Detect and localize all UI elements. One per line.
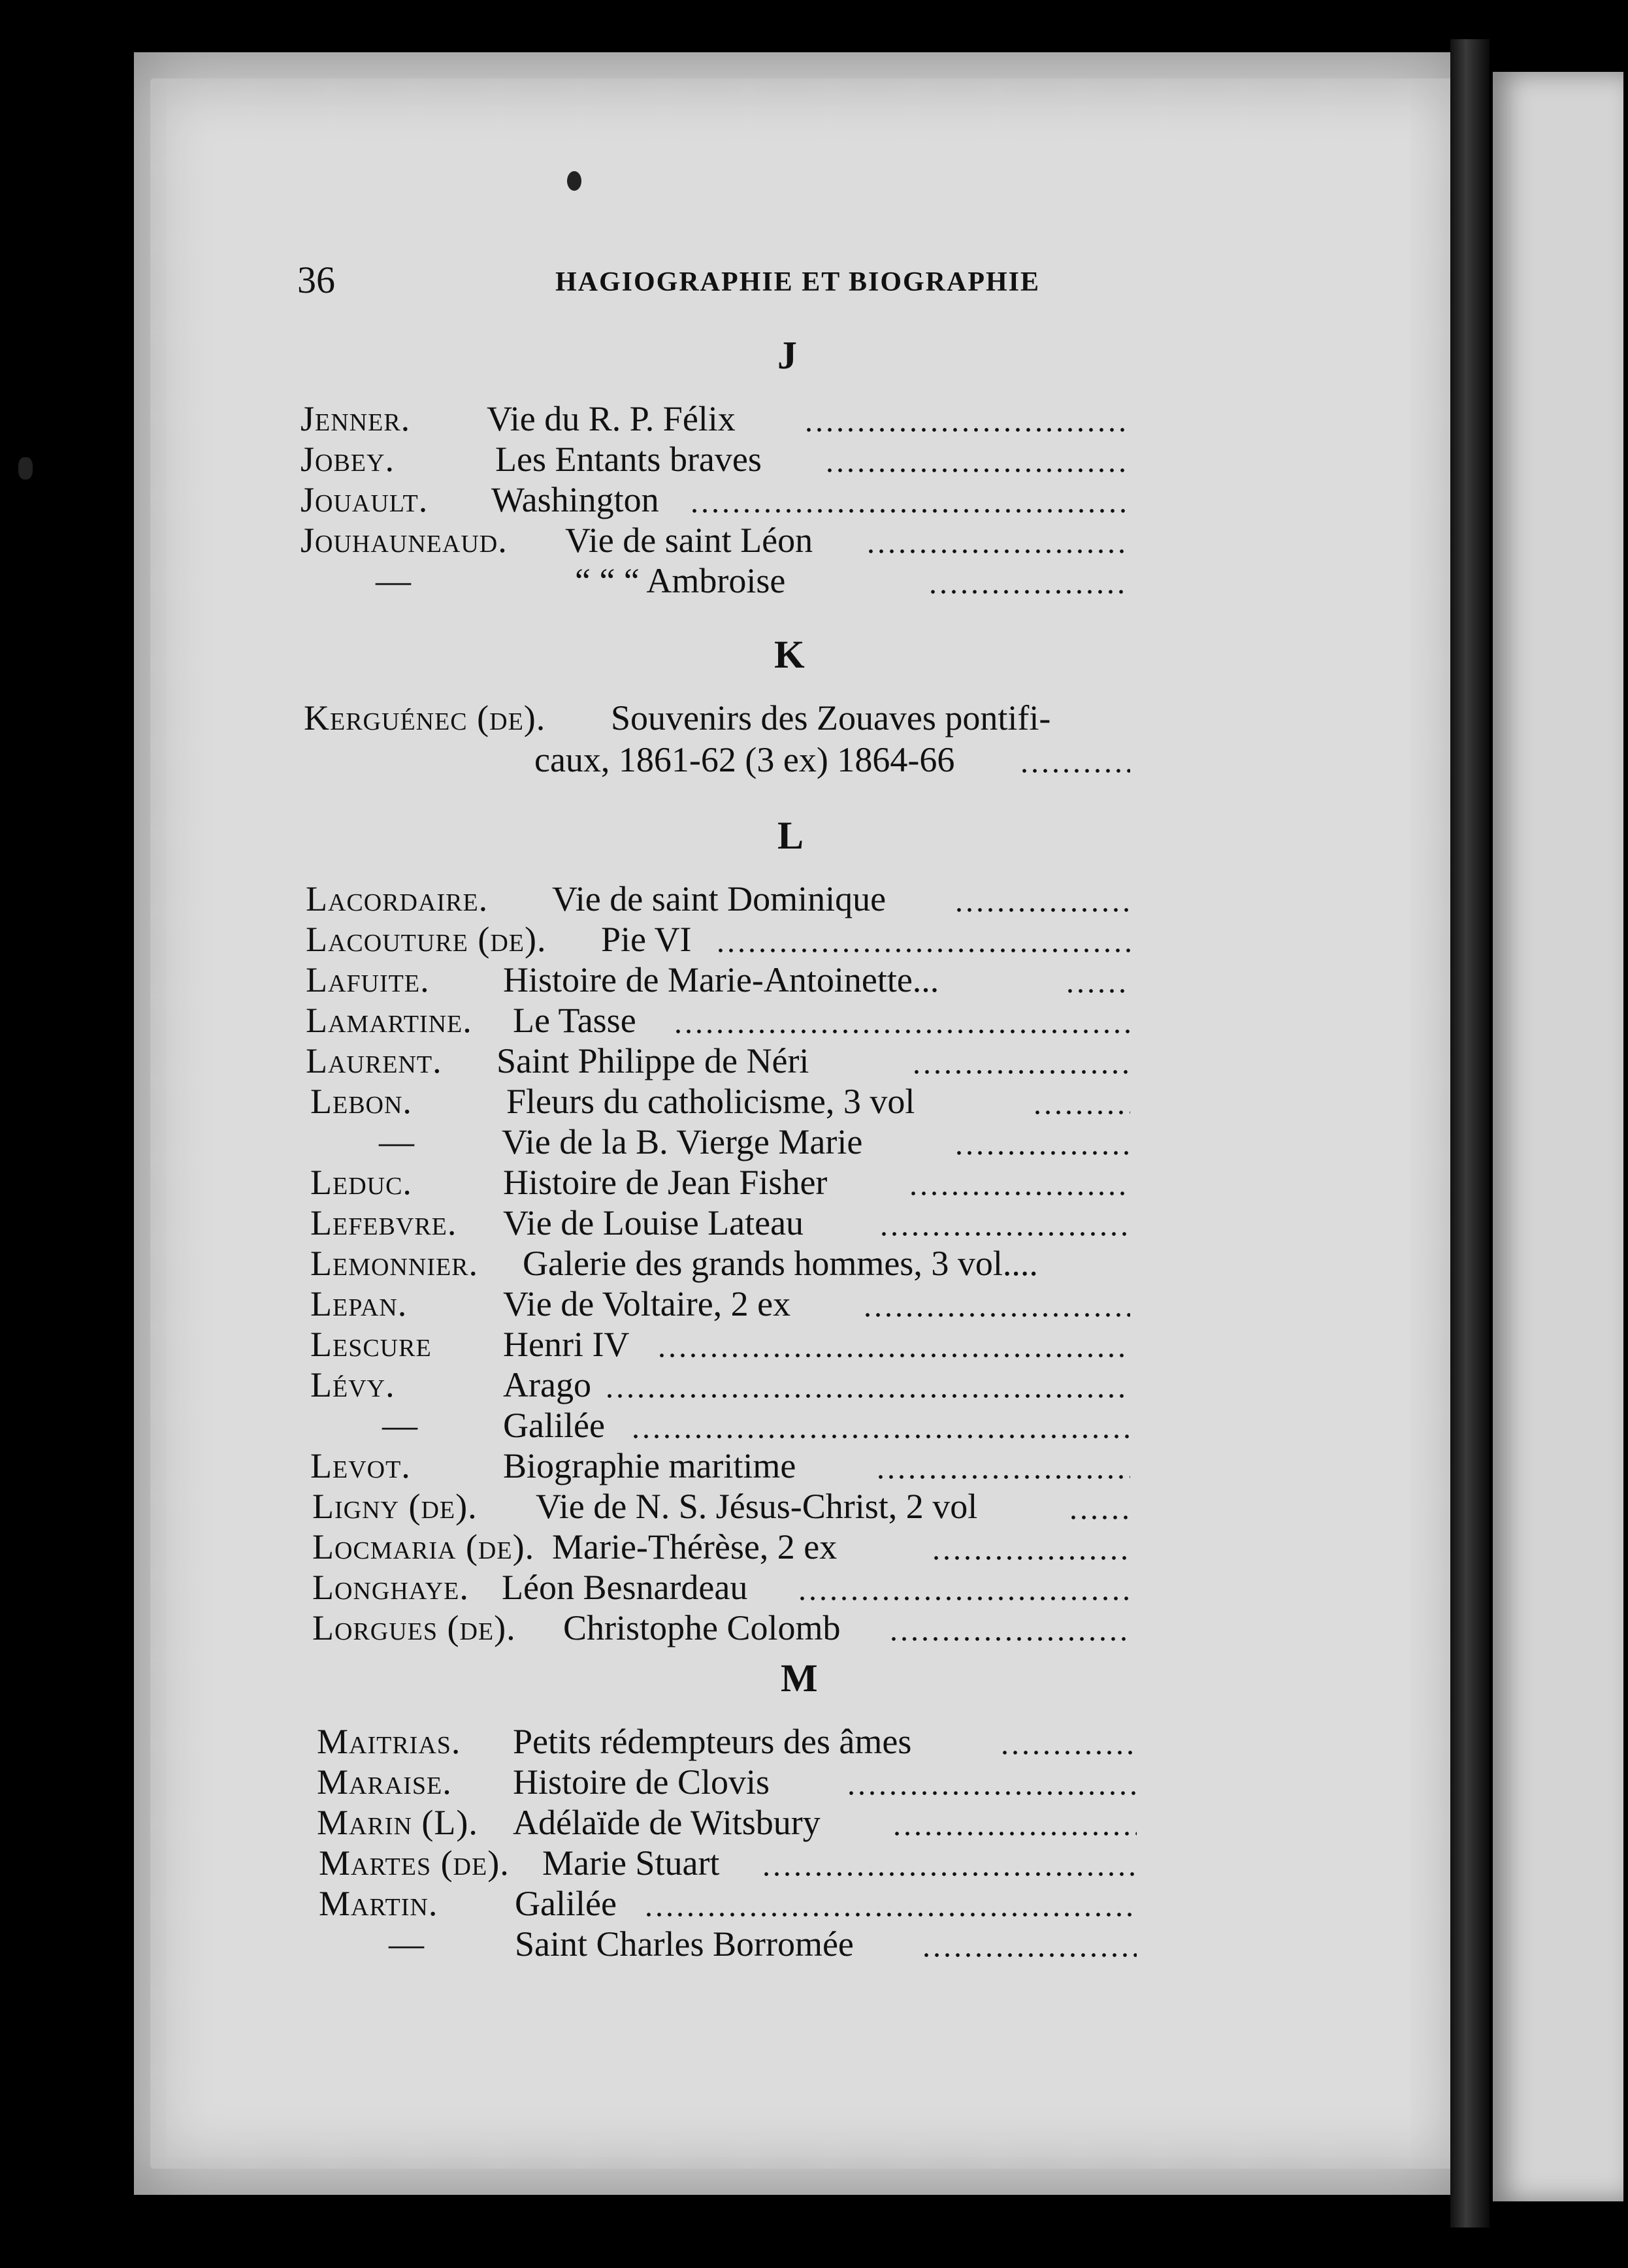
entry-author: Martes (de). — [319, 1843, 510, 1883]
entry-title: Vie de Voltaire, 2 ex — [503, 1284, 791, 1323]
entry-author: Lacouture (de). — [306, 920, 547, 959]
leader-dots — [875, 1474, 1130, 1480]
entry-title: Saint Charles Borromée — [515, 1924, 854, 1964]
list-item — [0, 1721, 1628, 1763]
leader-dots — [954, 1150, 1130, 1156]
list-item — [0, 398, 1628, 440]
entry-title: Histoire de Jean Fisher — [503, 1163, 828, 1202]
leader-dots — [1032, 1110, 1130, 1115]
entry-author: Lévy. — [310, 1365, 395, 1404]
entry-title: “ “ “ Ambroise — [575, 561, 786, 600]
list-item — [0, 1567, 1628, 1609]
leader-dots — [862, 1312, 1130, 1318]
entry-title: Fleurs du catholicisme, 3 vol — [506, 1082, 915, 1121]
entry-author: Lebon. — [310, 1082, 412, 1121]
leader-dots — [866, 549, 1128, 554]
list-item — [0, 1446, 1628, 1487]
entry-title: Marie-Thérèse, 2 ex — [552, 1527, 838, 1566]
list-item — [0, 479, 1628, 521]
entry-title: Pie VI — [601, 920, 692, 959]
entry-title: Vie de la B. Vierge Marie — [502, 1122, 863, 1161]
entry-title: Souvenirs des Zouaves pontifi- — [611, 698, 1051, 737]
leader-dots — [1065, 988, 1130, 994]
section-letter-l: L — [777, 814, 804, 857]
entry-title: Histoire de Marie-Antoinette... — [503, 960, 939, 999]
entry-author: — — [376, 561, 412, 600]
leader-dots — [715, 948, 1130, 953]
entry-author: Longhaye. — [312, 1568, 469, 1607]
page-number: 36 — [297, 259, 335, 301]
entry-title: Vie du R. P. Félix — [487, 399, 736, 438]
entry-title: Washington — [491, 480, 659, 519]
leader-dots — [604, 1393, 1130, 1399]
entry-author: Lorgues (de). — [312, 1608, 516, 1647]
running-head: HAGIOGRAPHIE ET BIOGRAPHIE — [555, 267, 1041, 297]
entry-title: Biographie maritime — [503, 1446, 796, 1485]
entry-title: Galerie des grands hommes, 3 vol.... — [523, 1244, 1038, 1283]
entry-title: Les Entants braves — [495, 440, 762, 479]
entry-author: Lamartine. — [306, 1001, 472, 1040]
entry-author: Lescure — [310, 1325, 432, 1364]
leader-dots — [888, 1636, 1130, 1642]
list-item — [0, 1081, 1628, 1123]
section-letter-m: M — [781, 1657, 818, 1700]
leader-dots — [657, 1353, 1130, 1358]
list-item — [0, 1000, 1628, 1042]
entry-title: Marie Stuart — [542, 1843, 720, 1883]
entry-author: Kerguénec (de). — [304, 698, 546, 737]
entry-title: Adélaïde de Witsbury — [513, 1803, 821, 1842]
leader-dots — [846, 1790, 1137, 1796]
entry-author: Marin (L). — [317, 1803, 478, 1842]
entry-author: Lacordaire. — [306, 879, 489, 918]
leader-dots — [928, 589, 1128, 594]
section-letter-j: J — [777, 334, 797, 377]
list-item — [0, 1527, 1628, 1568]
list-item — [0, 1405, 1628, 1447]
leader-dots — [908, 1191, 1130, 1196]
list-item — [0, 1041, 1628, 1082]
list-item — [0, 1843, 1628, 1885]
leader-dots — [1019, 768, 1130, 773]
entry-title: Histoire de Clovis — [513, 1762, 770, 1802]
leader-dots — [892, 1831, 1137, 1836]
list-item — [0, 698, 1628, 739]
entry-author: Lefebvre. — [310, 1203, 457, 1242]
leader-dots — [921, 1952, 1137, 1958]
entry-author: Lemonnier. — [310, 1244, 479, 1283]
list-item — [0, 879, 1628, 920]
leader-dots — [630, 1434, 1130, 1439]
entry-title: Léon Besnardeau — [502, 1568, 748, 1607]
entry-title: Petits rédempteurs des âmes — [513, 1722, 912, 1761]
entry-author: Jenner. — [301, 399, 411, 438]
entry-title: Arago — [503, 1365, 591, 1404]
entry-title: Galilée — [515, 1884, 617, 1923]
list-item — [0, 520, 1628, 562]
ink-blot — [567, 171, 581, 191]
entry-title: Le Tasse — [513, 1001, 636, 1040]
leader-dots — [954, 907, 1130, 913]
leader-dots — [824, 468, 1128, 473]
entry-author: Ligny (de). — [312, 1487, 478, 1526]
entry-author: Lafuite. — [306, 960, 430, 999]
entry-author: Locmaria (de). — [312, 1527, 535, 1566]
entry-title: Christophe Colomb — [563, 1608, 841, 1647]
list-item — [0, 1284, 1628, 1325]
list-item — [0, 1762, 1628, 1804]
leader-dots — [804, 427, 1127, 432]
list-item — [0, 1924, 1628, 1966]
leader-dots — [689, 508, 1128, 513]
list-item — [0, 1203, 1628, 1244]
list-item — [0, 1486, 1628, 1528]
entry-author: Jobey. — [301, 440, 395, 479]
entry-title: Vie de saint Dominique — [552, 879, 887, 918]
entry-title: Vie de saint Léon — [565, 521, 813, 560]
entry-title: Galilée — [503, 1406, 605, 1445]
list-item — [0, 1802, 1628, 1844]
list-item — [0, 1243, 1628, 1285]
entry-author: Lepan. — [310, 1284, 408, 1323]
entry-author: Jouault. — [301, 480, 429, 519]
list-item — [0, 1162, 1628, 1204]
leader-dots — [761, 1871, 1137, 1877]
leader-dots — [911, 1069, 1130, 1075]
leader-dots — [797, 1596, 1130, 1601]
leader-dots — [643, 1912, 1137, 1917]
list-item — [0, 1365, 1628, 1406]
entry-author: Levot. — [310, 1446, 411, 1485]
leader-dots — [879, 1231, 1130, 1237]
entry-author: — — [379, 1122, 415, 1161]
list-item — [0, 919, 1628, 961]
leader-dots — [931, 1555, 1130, 1561]
leader-dots — [1068, 1515, 1130, 1520]
entry-author: Laurent. — [306, 1041, 442, 1080]
entry-author: Maitrias. — [317, 1722, 461, 1761]
list-item — [0, 1883, 1628, 1925]
leader-dots — [1000, 1750, 1137, 1755]
entry-author: — — [382, 1406, 418, 1445]
entry-author: Jouhauneaud. — [301, 521, 508, 560]
list-item — [0, 1324, 1628, 1366]
leader-dots — [673, 1029, 1130, 1034]
entry-title: Vie de Louise Lateau — [503, 1203, 804, 1242]
section-letter-k: K — [774, 633, 805, 676]
entry-author: Maraise. — [317, 1762, 452, 1802]
entry-title: Saint Philippe de Néri — [497, 1041, 809, 1080]
entry-author: — — [389, 1924, 425, 1964]
entry-title-continuation: caux, 1861-62 (3 ex) 1864-66 — [534, 740, 955, 779]
entry-title: Henri IV — [503, 1325, 630, 1364]
list-item — [0, 960, 1628, 1001]
entry-title: Vie de N. S. Jésus-Christ, 2 vol — [536, 1487, 978, 1526]
entry-author: Martin. — [319, 1884, 438, 1923]
list-item — [0, 439, 1628, 481]
list-item — [0, 560, 1628, 602]
list-item — [0, 1122, 1628, 1163]
entry-author: Leduc. — [310, 1163, 412, 1202]
list-item — [0, 1608, 1628, 1649]
